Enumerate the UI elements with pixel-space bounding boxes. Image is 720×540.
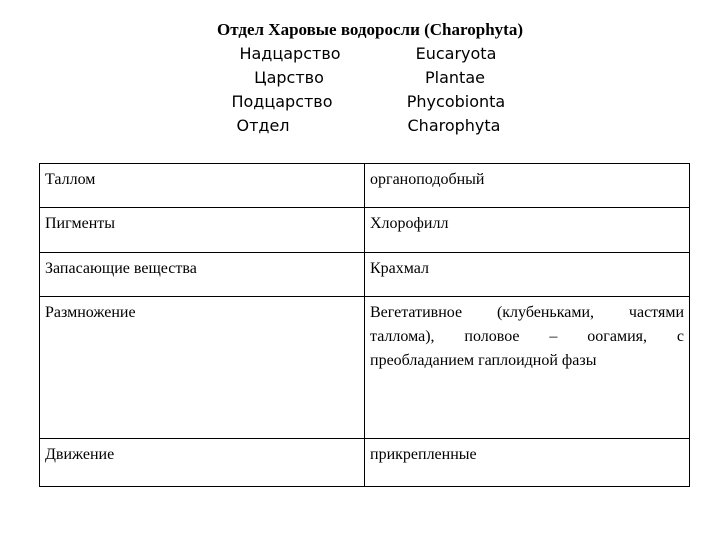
taxonomy-row: [0, 44, 720, 68]
taxonomy-row: [0, 116, 720, 140]
feature-cell: Запасающие вещества: [40, 253, 365, 297]
taxonomy-row: [0, 68, 720, 92]
description-cell: Вегетативное (клубеньками, частями таллома), половое – оогамия, с преобладанием гаплоидной фазы: [365, 297, 690, 439]
feature-cell: Движение: [40, 439, 365, 487]
table-row: [40, 164, 690, 208]
description-cell: органоподобный: [365, 164, 690, 208]
taxonomy-value: Phycobionta: [406, 92, 506, 111]
taxonomy-value: Charophyta: [407, 116, 501, 135]
characteristics-table: [39, 163, 690, 487]
feature-cell: Размножение: [40, 297, 365, 439]
taxonomy-rank: Подцарство: [231, 92, 333, 111]
table-row: [40, 439, 690, 487]
taxonomy-rank: Надцарство: [239, 44, 341, 63]
taxonomy-value: Plantae: [425, 68, 485, 87]
page-title: Отдел Харовые водоросли (Charophyta): [217, 20, 523, 39]
table-row: [40, 253, 690, 297]
description-cell: Крахмал: [365, 253, 690, 297]
taxonomy-value: Eucaryota: [415, 44, 497, 63]
taxonomy-rank: Царство: [254, 68, 324, 87]
taxonomy-row: [0, 92, 720, 116]
feature-cell: Таллом: [40, 164, 365, 208]
taxonomy-block: [0, 44, 720, 140]
table-row: [40, 208, 690, 253]
description-cell: Хлорофилл: [365, 208, 690, 253]
feature-cell: Пигменты: [40, 208, 365, 253]
taxonomy-rank: Отдел: [236, 116, 290, 135]
description-cell: прикрепленные: [365, 439, 690, 487]
table-row: [40, 297, 690, 439]
